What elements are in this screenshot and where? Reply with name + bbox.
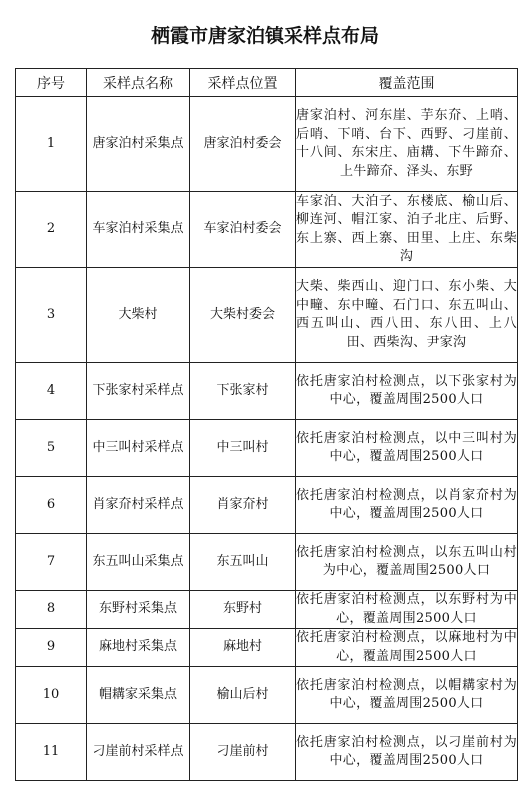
row-coverage: 大柴、柴西山、迎门口、东小柴、大中疃、东中疃、石门口、东五叫山、西五叫山、西八田、东八田、上八田、西柴沟、尹家沟 (296, 268, 518, 363)
row-location: 下张家村 (190, 363, 296, 420)
table-row (16, 724, 518, 781)
header-location: 采样点位置 (190, 69, 296, 97)
row-coverage: 依托唐家泊村检测点，以肖家夼村为中心，覆盖周围2500人口 (296, 477, 518, 534)
row-index: 1 (16, 97, 87, 192)
table-row (16, 629, 518, 667)
row-location: 东野村 (190, 591, 296, 629)
header-coverage: 覆盖范围 (296, 69, 518, 97)
table-row (16, 591, 518, 629)
table-row (16, 192, 518, 268)
row-coverage: 车家泊、大泊子、东楼底、榆山后、柳连河、帽江家、泊子北庄、后野、东上寨、西上寨、田里、上庄、东柴沟 (296, 192, 518, 268)
table-header-row (16, 69, 518, 97)
row-coverage: 唐家泊村、河东崖、芋东夼、上哨、后哨、下哨、台下、西野、刁崖前、十八间、东宋庄、庙耩、下牛蹄夼、上牛蹄夼、泽头、东野 (296, 97, 518, 192)
row-name: 唐家泊村采集点 (87, 97, 190, 192)
row-index: 10 (16, 667, 87, 724)
row-index: 11 (16, 724, 87, 781)
row-location: 车家泊村委会 (190, 192, 296, 268)
table-row (16, 363, 518, 420)
row-index: 8 (16, 591, 87, 629)
table-row (16, 667, 518, 724)
row-index: 7 (16, 534, 87, 591)
row-location: 刁崖前村 (190, 724, 296, 781)
row-index: 4 (16, 363, 87, 420)
row-index: 9 (16, 629, 87, 667)
table-row (16, 477, 518, 534)
row-name: 刁崖前村采样点 (87, 724, 190, 781)
row-coverage: 依托唐家泊村检测点，以东五叫山村为中心，覆盖周围2500人口 (296, 534, 518, 591)
row-index: 2 (16, 192, 87, 268)
table-row (16, 534, 518, 591)
row-name: 中三叫村采样点 (87, 420, 190, 477)
table-row (16, 268, 518, 363)
row-location: 东五叫山 (190, 534, 296, 591)
row-name: 帽耩家采集点 (87, 667, 190, 724)
row-name: 东五叫山采集点 (87, 534, 190, 591)
page-title: 栖霞市唐家泊镇采样点布局 (150, 24, 379, 47)
table-row (16, 97, 518, 192)
header-name: 采样点名称 (87, 69, 190, 97)
row-index: 5 (16, 420, 87, 477)
row-location: 中三叫村 (190, 420, 296, 477)
sampling-points-table (15, 68, 518, 781)
row-location: 榆山后村 (190, 667, 296, 724)
row-index: 3 (16, 268, 87, 363)
row-location: 大柴村委会 (190, 268, 296, 363)
row-coverage: 依托唐家泊村检测点，以刁崖前村为中心，覆盖周围2500人口 (296, 724, 518, 781)
row-coverage: 依托唐家泊村检测点，以东野村为中心，覆盖周围2500人口 (296, 591, 518, 629)
row-name: 东野村采集点 (87, 591, 190, 629)
row-coverage: 依托唐家泊村检测点，以下张家村为中心，覆盖周围2500人口 (296, 363, 518, 420)
row-name: 大柴村 (87, 268, 190, 363)
row-location: 麻地村 (190, 629, 296, 667)
row-location: 唐家泊村委会 (190, 97, 296, 192)
row-coverage: 依托唐家泊村检测点，以中三叫村为中心，覆盖周围2500人口 (296, 420, 518, 477)
row-name: 麻地村采集点 (87, 629, 190, 667)
header-index: 序号 (16, 69, 87, 97)
row-name: 肖家夼村采样点 (87, 477, 190, 534)
row-coverage: 依托唐家泊村检测点，以帽耩家村为中心，覆盖周围2500人口 (296, 667, 518, 724)
row-name: 下张家村采样点 (87, 363, 190, 420)
table-row (16, 420, 518, 477)
row-coverage: 依托唐家泊村检测点，以麻地村为中心，覆盖周围2500人口 (296, 629, 518, 667)
row-name: 车家泊村采集点 (87, 192, 190, 268)
row-index: 6 (16, 477, 87, 534)
row-location: 肖家夼村 (190, 477, 296, 534)
